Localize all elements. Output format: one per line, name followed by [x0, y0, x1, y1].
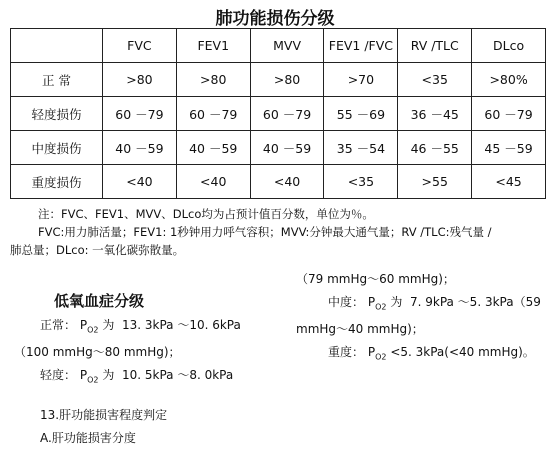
hypoxemia-heading: 低氧血症分级 — [54, 292, 145, 310]
po2-subscript: O2 — [87, 375, 99, 385]
table-header-cell: MVV — [250, 29, 324, 63]
table-cell: 60 －79 — [176, 97, 250, 131]
section13-subtitle: A.肝功能损害分度 — [40, 430, 136, 445]
table-cell: >55 — [398, 165, 472, 199]
grade-label: 轻度： — [40, 368, 77, 383]
grade-label: 中度： — [328, 295, 365, 309]
grade-label: 正常： — [40, 318, 77, 332]
page-title: 肺功能损伤分级 — [215, 9, 335, 29]
mild-grade-mmhg: （79 mmHg～60 mmHg)； — [296, 272, 455, 286]
table-cell: <40 — [250, 165, 324, 199]
table-cell: 40 －59 — [250, 131, 324, 165]
table-cell: <40 — [103, 165, 177, 199]
left-column — [14, 288, 276, 450]
table-header-cell: FEV1 — [176, 29, 250, 63]
table-cell: 40 －59 — [103, 131, 177, 165]
po2-subscript: O2 — [375, 302, 387, 312]
section13-title: 13.肝功能损害程度判定 — [40, 407, 168, 422]
po2-symbol: P — [79, 368, 88, 383]
table-row — [11, 97, 546, 131]
table-cell: 46 －55 — [398, 131, 472, 165]
table-cell: 36 －45 — [398, 97, 472, 131]
po2-symbol: P — [367, 345, 376, 360]
table-cell: 40 －59 — [176, 131, 250, 165]
note-line: FVC:用力肺活量；FEV1: 1秒钟用力呼气容积；MVV:分钟最大通气量；RV /TLC:残气量 / — [38, 225, 492, 239]
mild-grade-line — [14, 364, 276, 391]
note-line: 肺总量；DLco: 一氧化碳弥散量。 — [10, 243, 185, 257]
normal-grade-line — [14, 314, 276, 341]
table-row — [11, 165, 546, 199]
table-cell: <35 — [324, 165, 398, 199]
normal-grade-mmhg: （100 mmHg～80 mmHg)； — [14, 345, 181, 360]
table-cell: >80 — [250, 63, 324, 97]
moderate-grade-line — [296, 291, 550, 318]
po2-subscript: O2 — [87, 325, 99, 335]
row-label: 重度损伤 — [11, 165, 103, 199]
table-header-cell — [11, 29, 103, 63]
table-cell: >80 — [176, 63, 250, 97]
table-cell: 60 －79 — [472, 97, 546, 131]
row-label: 轻度损伤 — [11, 97, 103, 131]
table-header-cell: FVC — [103, 29, 177, 63]
table-cell: 55 －69 — [324, 97, 398, 131]
grade-value: 13. 3kPa ～10. 6kPa — [121, 318, 241, 332]
table-cell: <35 — [398, 63, 472, 97]
table-header-cell: FEV1 /FVC — [324, 29, 398, 63]
table-cell: 60 －79 — [103, 97, 177, 131]
table-cell: 60 －79 — [250, 97, 324, 131]
right-column — [296, 268, 550, 369]
table-cell: >80 — [103, 63, 177, 97]
row-label: 中度损伤 — [11, 131, 103, 165]
po2-subscript: O2 — [375, 352, 387, 362]
table-cell: <45 — [472, 165, 546, 199]
po2-suffix: 为 — [102, 368, 115, 383]
table-row — [11, 131, 546, 165]
table-cell: 35 －54 — [324, 131, 398, 165]
grade-value: 7. 9kPa ～5. 3kPa（59 — [409, 295, 541, 309]
po2-suffix: 为 — [102, 318, 115, 332]
po2-symbol: P — [367, 295, 376, 309]
table-cell: 45 －59 — [472, 131, 546, 165]
po2-symbol: P — [79, 318, 88, 332]
table-cell: <40 — [176, 165, 250, 199]
po2-suffix: 为 — [390, 295, 403, 309]
note-line: 注：FVC、FEV1、MVV、DLco均为占预计值百分数，单位为％。 — [38, 207, 374, 221]
table-cell: >70 — [324, 63, 398, 97]
table-row — [11, 63, 546, 97]
row-label: 正 常 — [11, 63, 103, 97]
grade-value: <5. 3kPa(<40 mmHg)。 — [390, 345, 535, 360]
table-header-cell: DLco — [472, 29, 546, 63]
lung-function-grade-table — [10, 28, 546, 199]
grade-value: 10. 5kPa ～8. 0kPa — [121, 368, 234, 383]
grade-label: 重度： — [328, 345, 365, 360]
severe-grade-line — [296, 341, 550, 368]
table-header-cell: RV /TLC — [398, 29, 472, 63]
moderate-grade-mmhg: mmHg～40 mmHg)； — [296, 322, 424, 337]
table-cell: >80% — [472, 63, 546, 97]
table-header-row — [11, 29, 546, 63]
table-note — [10, 205, 546, 259]
